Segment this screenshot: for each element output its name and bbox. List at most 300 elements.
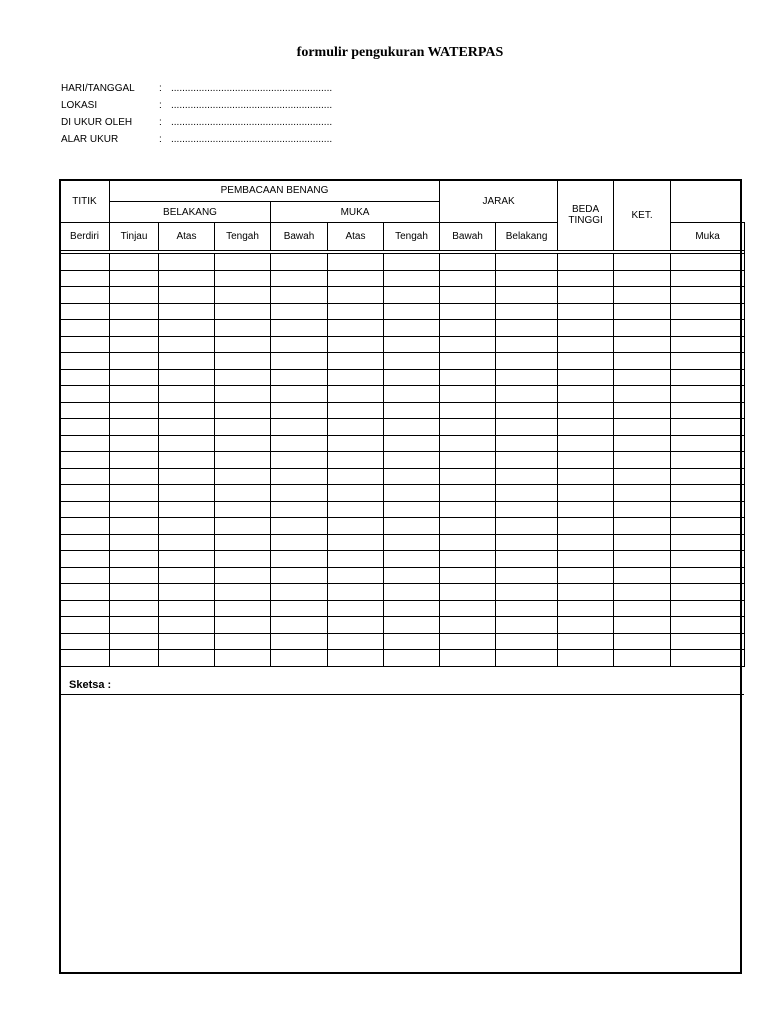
table-cell[interactable] [159,551,215,568]
table-cell[interactable] [110,353,159,370]
table-cell[interactable] [440,485,496,502]
table-cell[interactable] [384,353,440,370]
table-cell[interactable] [558,567,614,584]
table-cell[interactable] [110,320,159,337]
table-cell[interactable] [110,518,159,535]
table-cell[interactable] [671,617,745,634]
table-cell[interactable] [671,287,745,304]
table-cell[interactable] [215,419,271,436]
table-cell[interactable] [271,518,328,535]
table-cell[interactable] [328,435,384,452]
table-cell[interactable] [496,518,558,535]
table-cell[interactable] [159,254,215,271]
table-cell[interactable] [271,336,328,353]
table-cell[interactable] [558,452,614,469]
table-cell[interactable] [671,303,745,320]
table-cell[interactable] [110,452,159,469]
table-cell[interactable] [614,353,671,370]
table-cell[interactable] [110,270,159,287]
table-cell[interactable] [440,419,496,436]
table-cell[interactable] [159,386,215,403]
table-cell[interactable] [60,402,110,419]
table-cell[interactable] [271,320,328,337]
table-cell[interactable] [159,435,215,452]
table-cell[interactable] [558,435,614,452]
table-cell[interactable] [614,534,671,551]
table-cell[interactable] [558,617,614,634]
table-cell[interactable] [271,567,328,584]
table-cell[interactable] [159,452,215,469]
table-cell[interactable] [558,468,614,485]
table-cell[interactable] [671,501,745,518]
table-cell[interactable] [558,402,614,419]
table-cell[interactable] [614,617,671,634]
table-cell[interactable] [614,485,671,502]
table-cell[interactable] [558,551,614,568]
table-cell[interactable] [328,485,384,502]
table-cell[interactable] [328,617,384,634]
table-cell[interactable] [60,567,110,584]
table-cell[interactable] [671,402,745,419]
table-cell[interactable] [558,320,614,337]
table-cell[interactable] [440,369,496,386]
table-cell[interactable] [440,567,496,584]
table-cell[interactable] [496,650,558,667]
table-cell[interactable] [558,633,614,650]
table-cell[interactable] [159,633,215,650]
table-cell[interactable] [496,584,558,601]
table-cell[interactable] [60,254,110,271]
table-cell[interactable] [60,452,110,469]
table-cell[interactable] [110,584,159,601]
table-cell[interactable] [384,650,440,667]
table-cell[interactable] [159,353,215,370]
table-cell[interactable] [159,518,215,535]
table-cell[interactable] [328,584,384,601]
table-cell[interactable] [60,501,110,518]
table-cell[interactable] [215,600,271,617]
table-cell[interactable] [440,534,496,551]
table-cell[interactable] [159,402,215,419]
table-cell[interactable] [110,485,159,502]
table-cell[interactable] [496,501,558,518]
table-cell[interactable] [496,336,558,353]
table-cell[interactable] [558,303,614,320]
table-cell[interactable] [271,452,328,469]
table-cell[interactable] [328,600,384,617]
table-cell[interactable] [440,617,496,634]
table-cell[interactable] [440,518,496,535]
table-cell[interactable] [328,650,384,667]
table-cell[interactable] [215,287,271,304]
table-cell[interactable] [215,534,271,551]
table-cell[interactable] [671,419,745,436]
table-cell[interactable] [614,551,671,568]
table-cell[interactable] [614,402,671,419]
table-cell[interactable] [384,633,440,650]
table-cell[interactable] [440,336,496,353]
table-cell[interactable] [110,468,159,485]
table-cell[interactable] [671,320,745,337]
table-cell[interactable] [671,650,745,667]
table-cell[interactable] [60,584,110,601]
table-cell[interactable] [558,650,614,667]
table-cell[interactable] [60,287,110,304]
table-cell[interactable] [271,551,328,568]
table-cell[interactable] [384,287,440,304]
table-cell[interactable] [671,551,745,568]
table-cell[interactable] [614,452,671,469]
table-cell[interactable] [60,419,110,436]
table-cell[interactable] [671,369,745,386]
table-cell[interactable] [671,353,745,370]
table-cell[interactable] [558,287,614,304]
table-cell[interactable] [384,485,440,502]
table-cell[interactable] [328,419,384,436]
table-cell[interactable] [271,353,328,370]
table-cell[interactable] [60,320,110,337]
table-cell[interactable] [614,633,671,650]
table-cell[interactable] [558,518,614,535]
table-cell[interactable] [159,485,215,502]
table-cell[interactable] [614,518,671,535]
table-cell[interactable] [496,435,558,452]
table-cell[interactable] [440,468,496,485]
table-cell[interactable] [558,270,614,287]
table-cell[interactable] [328,386,384,403]
table-cell[interactable] [110,402,159,419]
table-cell[interactable] [558,353,614,370]
table-cell[interactable] [215,485,271,502]
table-cell[interactable] [60,650,110,667]
table-cell[interactable] [614,501,671,518]
table-cell[interactable] [159,336,215,353]
table-cell[interactable] [271,402,328,419]
table-cell[interactable] [328,468,384,485]
table-cell[interactable] [271,419,328,436]
table-cell[interactable] [384,518,440,535]
table-cell[interactable] [271,386,328,403]
table-cell[interactable] [110,369,159,386]
table-cell[interactable] [159,419,215,436]
table-cell[interactable] [271,534,328,551]
table-cell[interactable] [215,353,271,370]
table-cell[interactable] [159,534,215,551]
table-cell[interactable] [159,320,215,337]
table-cell[interactable] [614,254,671,271]
table-cell[interactable] [496,485,558,502]
table-cell[interactable] [60,518,110,535]
table-cell[interactable] [384,402,440,419]
table-cell[interactable] [440,402,496,419]
table-cell[interactable] [558,501,614,518]
table-cell[interactable] [384,419,440,436]
table-cell[interactable] [60,485,110,502]
table-cell[interactable] [328,353,384,370]
table-cell[interactable] [60,353,110,370]
table-cell[interactable] [384,617,440,634]
table-cell[interactable] [60,534,110,551]
table-cell[interactable] [440,303,496,320]
table-cell[interactable] [671,270,745,287]
table-cell[interactable] [159,287,215,304]
table-cell[interactable] [384,534,440,551]
table-cell[interactable] [496,534,558,551]
table-cell[interactable] [440,600,496,617]
table-cell[interactable] [671,633,745,650]
table-cell[interactable] [215,254,271,271]
table-cell[interactable] [671,452,745,469]
table-cell[interactable] [110,386,159,403]
table-cell[interactable] [614,336,671,353]
table-cell[interactable] [110,287,159,304]
table-cell[interactable] [215,551,271,568]
table-cell[interactable] [440,633,496,650]
table-cell[interactable] [215,468,271,485]
table-cell[interactable] [671,485,745,502]
table-cell[interactable] [159,567,215,584]
table-cell[interactable] [614,287,671,304]
table-cell[interactable] [271,254,328,271]
table-cell[interactable] [328,369,384,386]
table-cell[interactable] [215,303,271,320]
table-cell[interactable] [215,518,271,535]
table-cell[interactable] [271,435,328,452]
table-cell[interactable] [110,419,159,436]
table-cell[interactable] [159,600,215,617]
table-cell[interactable] [496,369,558,386]
table-cell[interactable] [215,617,271,634]
table-cell[interactable] [110,254,159,271]
table-cell[interactable] [671,435,745,452]
table-cell[interactable] [384,600,440,617]
table-cell[interactable] [110,551,159,568]
table-cell[interactable] [215,336,271,353]
table-cell[interactable] [271,485,328,502]
table-cell[interactable] [614,303,671,320]
table-cell[interactable] [614,386,671,403]
table-cell[interactable] [440,452,496,469]
table-cell[interactable] [496,468,558,485]
table-cell[interactable] [110,435,159,452]
table-cell[interactable] [558,386,614,403]
table-cell[interactable] [440,551,496,568]
table-cell[interactable] [215,567,271,584]
table-cell[interactable] [614,320,671,337]
table-cell[interactable] [440,386,496,403]
table-cell[interactable] [440,320,496,337]
table-cell[interactable] [384,254,440,271]
table-cell[interactable] [215,584,271,601]
table-cell[interactable] [384,468,440,485]
table-cell[interactable] [60,468,110,485]
table-cell[interactable] [328,518,384,535]
table-cell[interactable] [614,650,671,667]
table-cell[interactable] [440,435,496,452]
table-cell[interactable] [496,402,558,419]
table-cell[interactable] [496,567,558,584]
table-cell[interactable] [271,501,328,518]
table-cell[interactable] [671,584,745,601]
table-cell[interactable] [215,369,271,386]
table-cell[interactable] [328,633,384,650]
table-cell[interactable] [271,287,328,304]
table-cell[interactable] [614,600,671,617]
table-cell[interactable] [496,303,558,320]
table-cell[interactable] [614,270,671,287]
table-cell[interactable] [496,320,558,337]
table-cell[interactable] [110,617,159,634]
table-cell[interactable] [384,336,440,353]
table-cell[interactable] [496,353,558,370]
table-cell[interactable] [159,617,215,634]
table-cell[interactable] [558,336,614,353]
table-cell[interactable] [384,501,440,518]
table-cell[interactable] [496,254,558,271]
table-cell[interactable] [614,567,671,584]
table-cell[interactable] [440,650,496,667]
table-cell[interactable] [215,386,271,403]
table-cell[interactable] [159,468,215,485]
table-cell[interactable] [558,584,614,601]
table-cell[interactable] [215,320,271,337]
table-cell[interactable] [110,534,159,551]
table-cell[interactable] [671,468,745,485]
table-cell[interactable] [159,584,215,601]
table-cell[interactable] [110,303,159,320]
table-cell[interactable] [671,518,745,535]
table-cell[interactable] [440,254,496,271]
table-cell[interactable] [271,650,328,667]
table-cell[interactable] [384,320,440,337]
table-cell[interactable] [215,633,271,650]
table-cell[interactable] [159,303,215,320]
table-cell[interactable] [440,270,496,287]
table-cell[interactable] [496,452,558,469]
table-cell[interactable] [271,270,328,287]
table-cell[interactable] [384,303,440,320]
table-cell[interactable] [271,369,328,386]
table-cell[interactable] [496,270,558,287]
table-cell[interactable] [271,584,328,601]
table-cell[interactable] [215,402,271,419]
table-cell[interactable] [328,567,384,584]
table-cell[interactable] [496,419,558,436]
table-cell[interactable] [110,600,159,617]
table-cell[interactable] [614,584,671,601]
table-cell[interactable] [671,386,745,403]
table-cell[interactable] [496,551,558,568]
table-cell[interactable] [271,617,328,634]
table-cell[interactable] [440,501,496,518]
table-cell[interactable] [271,468,328,485]
table-cell[interactable] [60,633,110,650]
table-cell[interactable] [110,650,159,667]
table-cell[interactable] [159,501,215,518]
table-cell[interactable] [60,617,110,634]
table-cell[interactable] [215,435,271,452]
table-cell[interactable] [384,386,440,403]
table-cell[interactable] [110,336,159,353]
table-cell[interactable] [328,287,384,304]
table-cell[interactable] [496,617,558,634]
table-cell[interactable] [558,369,614,386]
table-cell[interactable] [496,386,558,403]
table-cell[interactable] [60,336,110,353]
table-cell[interactable] [328,534,384,551]
table-cell[interactable] [328,501,384,518]
table-cell[interactable] [440,353,496,370]
table-cell[interactable] [328,303,384,320]
table-cell[interactable] [384,567,440,584]
table-cell[interactable] [671,336,745,353]
table-cell[interactable] [328,336,384,353]
table-cell[interactable] [558,485,614,502]
table-cell[interactable] [215,270,271,287]
table-cell[interactable] [328,551,384,568]
table-cell[interactable] [215,501,271,518]
table-cell[interactable] [328,452,384,469]
table-cell[interactable] [384,551,440,568]
table-cell[interactable] [671,534,745,551]
table-cell[interactable] [60,600,110,617]
table-cell[interactable] [110,501,159,518]
table-cell[interactable] [60,369,110,386]
table-cell[interactable] [496,633,558,650]
table-cell[interactable] [159,650,215,667]
table-cell[interactable] [159,270,215,287]
table-cell[interactable] [558,419,614,436]
table-cell[interactable] [60,270,110,287]
table-cell[interactable] [110,567,159,584]
table-cell[interactable] [384,270,440,287]
table-cell[interactable] [328,320,384,337]
table-cell[interactable] [671,567,745,584]
table-cell[interactable] [496,600,558,617]
table-cell[interactable] [110,633,159,650]
table-cell[interactable] [496,287,558,304]
table-cell[interactable] [60,386,110,403]
table-cell[interactable] [671,254,745,271]
table-cell[interactable] [328,402,384,419]
table-cell[interactable] [271,633,328,650]
table-cell[interactable] [614,419,671,436]
table-cell[interactable] [271,303,328,320]
table-cell[interactable] [558,600,614,617]
table-cell[interactable] [558,534,614,551]
table-cell[interactable] [614,468,671,485]
table-cell[interactable] [558,254,614,271]
table-cell[interactable] [384,369,440,386]
table-cell[interactable] [215,650,271,667]
table-cell[interactable] [159,369,215,386]
table-cell[interactable] [271,600,328,617]
table-cell[interactable] [60,551,110,568]
table-cell[interactable] [440,584,496,601]
table-cell[interactable] [384,435,440,452]
table-cell[interactable] [614,435,671,452]
table-cell[interactable] [328,270,384,287]
table-cell[interactable] [384,452,440,469]
table-cell[interactable] [614,369,671,386]
table-cell[interactable] [215,452,271,469]
table-cell[interactable] [328,254,384,271]
table-cell[interactable] [384,584,440,601]
table-cell[interactable] [60,435,110,452]
table-cell[interactable] [60,303,110,320]
table-cell[interactable] [671,600,745,617]
table-cell[interactable] [440,287,496,304]
